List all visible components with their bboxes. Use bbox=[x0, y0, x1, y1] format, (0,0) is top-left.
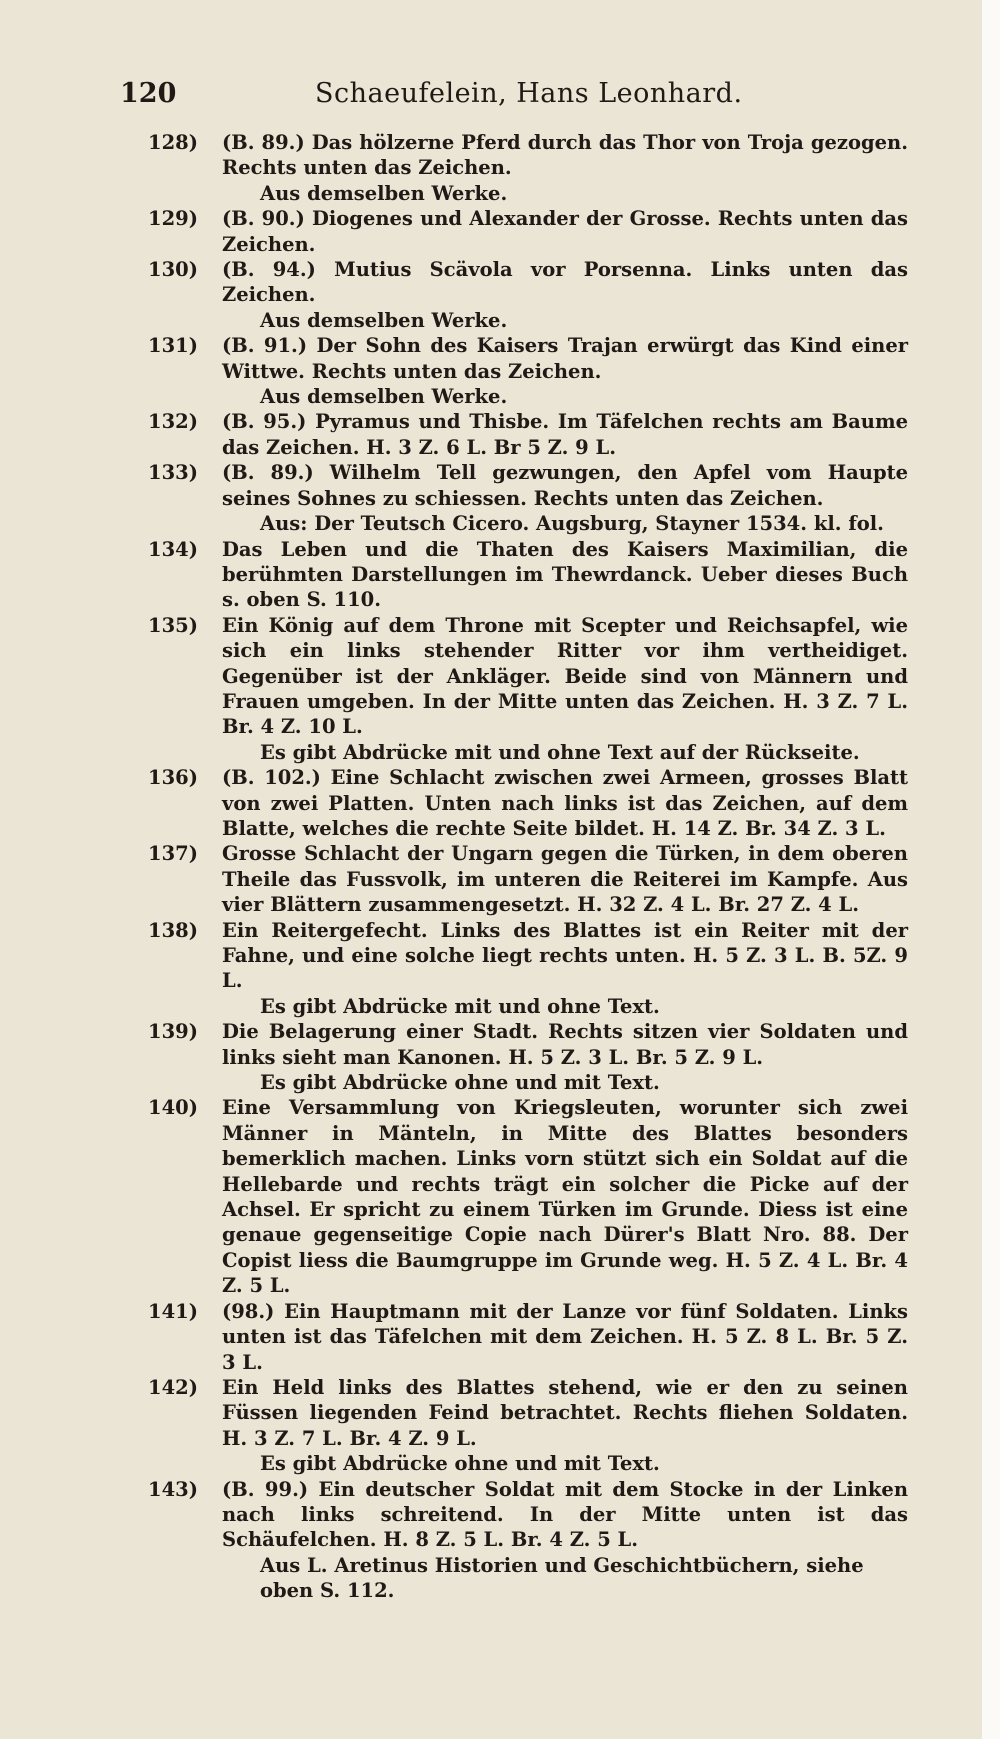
entry-number: 128) bbox=[148, 131, 198, 154]
entry-text: (B. 89.) Das hölzerne Pferd durch das Thor von Troja gezogen. Rechts unten das Zeichen. bbox=[222, 131, 908, 180]
catalogue-entry bbox=[148, 1477, 908, 1604]
entry-description bbox=[148, 918, 908, 994]
entry-text: (B. 94.) Mutius Scävola vor Porsenna. Links unten das Zeichen. bbox=[222, 258, 908, 307]
entry-description bbox=[148, 257, 908, 308]
entry-text: Das Leben und die Thaten des Kaisers Maximilian, die berühmten Darstellungen im Thewrdanck. Ueber dieses Buch s. oben S. 110. bbox=[222, 537, 908, 612]
entry-source-note: Aus demselben Werke. bbox=[260, 385, 508, 409]
entry-description bbox=[148, 1299, 908, 1375]
entry-description bbox=[148, 206, 908, 257]
running-title: Schaeufelein, Hans Leonhard. bbox=[315, 78, 743, 109]
entry-description bbox=[148, 1019, 908, 1070]
entry-text: Ein Reitergefecht. Links des Blattes ist ein Reiter mit der Fahne, und eine solche liegt rechts unten. H. 5 Z. 3 L. B. 5Z. 9 L. bbox=[222, 918, 908, 993]
entry-source-note: Es gibt Abdrücke ohne und mit Text. bbox=[260, 1452, 660, 1476]
entry-number: 141) bbox=[148, 1299, 198, 1323]
entry-text: (B. 95.) Pyramus und Thisbe. Im Täfelchen rechts am Baume das Zeichen. H. 3 Z. 6 L. Br 5 Z. 9 L. bbox=[222, 410, 908, 459]
entry-source-note: Aus L. Aretinus Historien und Geschichtbüchern, siehe oben S. 112. bbox=[260, 1553, 864, 1603]
catalogue-entry bbox=[148, 613, 908, 765]
entry-description bbox=[148, 1477, 908, 1553]
entry-number: 129) bbox=[148, 207, 198, 231]
entry-number: 133) bbox=[148, 461, 198, 485]
catalogue-entry bbox=[148, 257, 908, 333]
entry-description bbox=[148, 1375, 908, 1451]
entry-description bbox=[148, 613, 908, 740]
catalogue-entry bbox=[148, 130, 908, 206]
catalogue-entry bbox=[148, 409, 908, 460]
entry-text: (B. 102.) Eine Schlacht zwischen zwei Armeen, grosses Blatt von zwei Platten. Unten nach links ist das Zeichen, auf dem Blatte, welches die rechte Seite bildet. H. 14 Z. Br. 34 Z. 3 L. bbox=[222, 766, 908, 840]
entry-text: (98.) Ein Hauptmann mit der Lanze vor fünf Soldaten. Links unten ist das Täfelchen mit dem Zeichen. H. 5 Z. 8 L. Br. 5 Z. 3 L. bbox=[222, 1299, 908, 1374]
entry-description bbox=[148, 409, 908, 460]
catalogue-entry bbox=[148, 765, 908, 841]
entry-number: 131) bbox=[148, 334, 198, 358]
catalogue-entry bbox=[148, 537, 908, 613]
entry-number: 136) bbox=[148, 766, 198, 790]
entry-description bbox=[148, 765, 908, 841]
entry-number: 140) bbox=[148, 1096, 198, 1120]
catalogue-entry bbox=[148, 918, 908, 1020]
catalogue-entry bbox=[148, 1299, 908, 1375]
entry-number: 138) bbox=[148, 918, 198, 942]
entry-number: 135) bbox=[148, 613, 198, 637]
entry-text: (B. 89.) Wilhelm Tell gezwungen, den Apfel vom Haupte seines Sohnes zu schiessen. Rechts unten das Zeichen. bbox=[222, 461, 908, 510]
entry-number: 137) bbox=[148, 842, 198, 866]
catalogue-entry bbox=[148, 206, 908, 257]
entry-number: 143) bbox=[148, 1477, 198, 1501]
catalogue-entry bbox=[148, 1375, 908, 1477]
entry-number: 142) bbox=[148, 1375, 198, 1399]
catalogue-entry bbox=[148, 1095, 908, 1298]
entry-text: Eine Versammlung von Kriegsleuten, worunter sich zwei Männer in Mänteln, in Mitte des Blattes besonders bemerklich machen. Links vorn stützt sich ein Soldat auf die Hellebarde und rechts trägt ein solcher die Picke auf der Achsel. Er spricht zu einem Türken im Grunde. Diess ist eine genaue gegenseitige Copie nach Dürer's Blatt Nro. 88. Der Copist liess die Baumgruppe im Grunde weg. H. 5 Z. 4 L. Br. 4 Z. 5 L. bbox=[222, 1096, 908, 1298]
entry-text: Grosse Schlacht der Ungarn gegen die Türken, in dem oberen Theile das Fussvolk, im unteren die Reiterei im Kampfe. Aus vier Blättern zusammengesetzt. H. 32 Z. 4 L. Br. 27 Z. 4 L. bbox=[222, 842, 908, 917]
entry-source-note: Aus: Der Teutsch Cicero. Augsburg, Stayner 1534. kl. fol. bbox=[260, 512, 884, 536]
entry-number: 132) bbox=[148, 410, 198, 434]
entry-source-note: Es gibt Abdrücke mit und ohne Text auf der Rückseite. bbox=[260, 740, 860, 764]
entry-text: Ein König auf dem Throne mit Scepter und Reichsapfel, wie sich ein links stehender Ritter vor ihm vertheidiget. Gegenüber ist der Ankläger. Beide sind von Männern und Frauen umgeben. In der Mitte unten das Zeichen. H. 3 Z. 7 L. Br. 4 Z. 10 L. bbox=[222, 613, 908, 739]
page-edge bbox=[982, 0, 1000, 1739]
entry-description bbox=[148, 841, 908, 917]
entry-text: (B. 91.) Der Sohn des Kaisers Trajan erwürgt das Kind einer Wittwe. Rechts unten das Zeichen. bbox=[222, 334, 908, 383]
entry-number: 134) bbox=[148, 537, 198, 561]
catalogue-entries bbox=[148, 130, 908, 1604]
entry-source-note: Es gibt Abdrücke mit und ohne Text. bbox=[260, 994, 660, 1018]
entry-text: (B. 90.) Diogenes und Alexander der Grosse. Rechts unten das Zeichen. bbox=[222, 207, 908, 256]
catalogue-entry bbox=[148, 333, 908, 409]
page-number: 120 bbox=[120, 78, 177, 109]
catalogue-entry bbox=[148, 460, 908, 536]
entry-text: (B. 99.) Ein deutscher Soldat mit dem Stocke in der Linken nach links schreitend. In der Mitte unten ist das Schäufelchen. H. 8 Z. 5 L. Br. 4 Z. 5 L. bbox=[222, 1477, 908, 1552]
entry-description bbox=[148, 460, 908, 511]
entry-text: Ein Held links des Blattes stehend, wie er den zu seinen Füssen liegenden Feind betrachtet. Rechts fliehen Soldaten. H. 3 Z. 7 L. Br. 4 Z. 9 L. bbox=[222, 1375, 908, 1450]
entry-number: 130) bbox=[148, 258, 198, 282]
catalogue-entry bbox=[148, 1019, 908, 1095]
entry-number: 139) bbox=[148, 1020, 198, 1044]
entry-description bbox=[148, 537, 908, 613]
entry-description bbox=[148, 333, 908, 384]
catalogue-entry bbox=[148, 841, 908, 917]
entry-source-note: Aus demselben Werke. bbox=[260, 308, 508, 332]
entry-description bbox=[148, 1095, 908, 1298]
entry-text: Die Belagerung einer Stadt. Rechts sitzen vier Soldaten und links sieht man Kanonen. H. 5 Z. 3 L. Br. 5 Z. 9 L. bbox=[222, 1020, 908, 1069]
entry-description bbox=[148, 130, 908, 181]
entry-source-note: Es gibt Abdrücke ohne und mit Text. bbox=[260, 1071, 660, 1095]
entry-source-note: Aus demselben Werke. bbox=[260, 181, 508, 205]
